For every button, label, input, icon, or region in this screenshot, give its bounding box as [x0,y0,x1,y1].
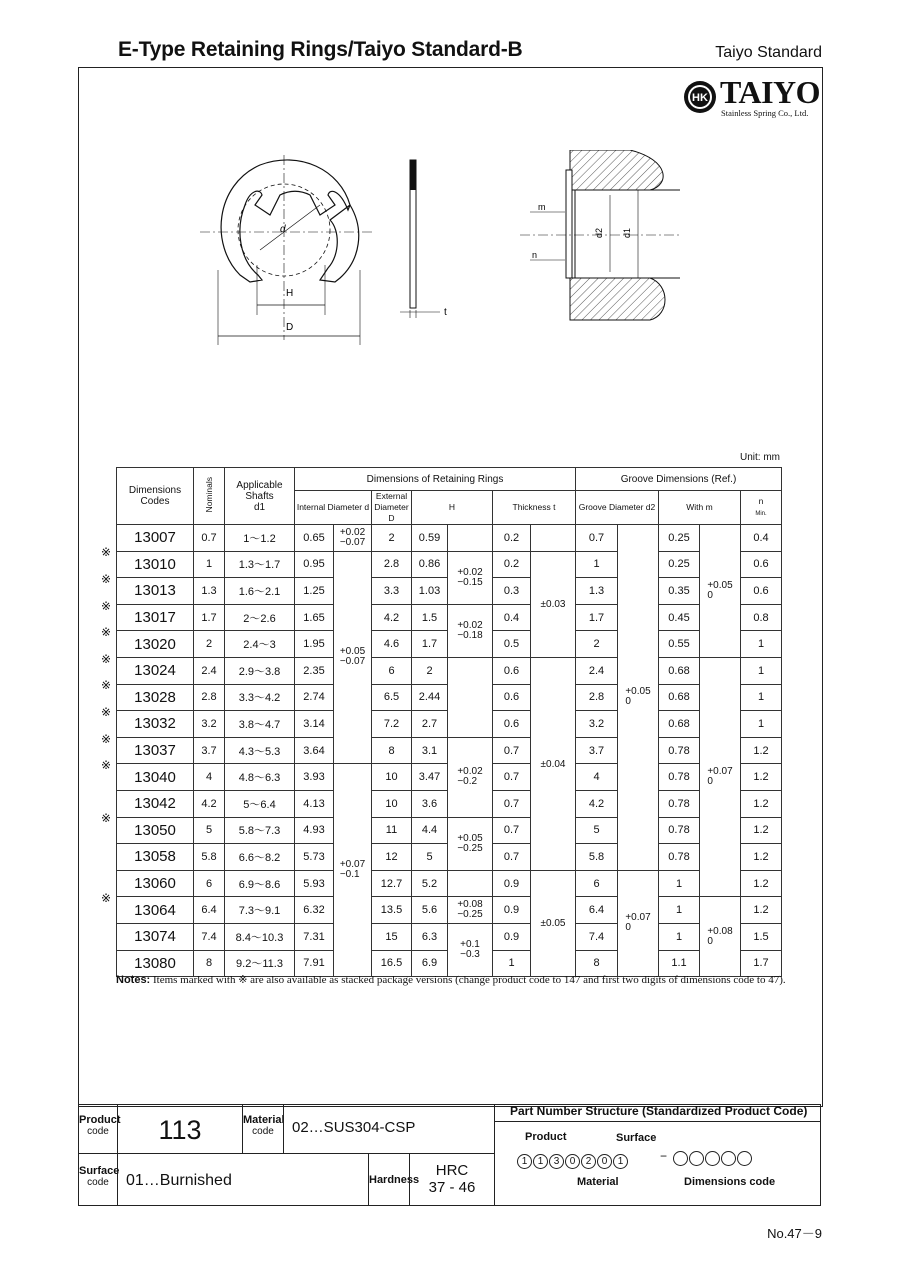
shaft-cell: 2～2.6 [225,604,295,631]
nominal-cell: 2 [194,631,225,658]
shaft-cell: 5.8～7.3 [225,817,295,844]
n-cell: 1 [741,657,782,684]
stacked-mark: ※ [101,598,112,613]
n-cell: 1.2 [741,790,782,817]
page-number: No.47－9 [767,1226,822,1241]
thickness-cell: 0.9 [493,923,531,950]
pn-product-label: Product [525,1131,567,1143]
width-m-cell: 0.78 [659,844,700,871]
width-m-cell: 0.68 [659,684,700,711]
internal-d-cell: 1.25 [295,578,334,605]
width-m-cell: 0.78 [659,737,700,764]
h-tol [448,870,493,897]
h-cell: 5 [412,844,448,871]
unit-label: Unit: mm [740,452,780,463]
nominal-cell: 6.4 [194,897,225,924]
thickness-cell: 0.9 [493,897,531,924]
surface-value: 01…Burnished [117,1153,369,1206]
internal-d-cell: 1.65 [295,604,334,631]
th-external: External Diameter D [372,491,412,525]
thickness-cell: 0.2 [493,525,531,552]
width-m-cell: 1 [659,870,700,897]
table-row [117,897,782,924]
code-cell: 13013 [117,578,194,605]
external-D-cell: 6 [372,657,412,684]
thickness-cell: 0.6 [493,711,531,738]
h-cell: 5.2 [412,870,448,897]
shaft-cell: 2.4～3 [225,631,295,658]
shaft-cell: 2.9～3.8 [225,657,295,684]
svg-text:H: H [286,288,294,299]
external-D-cell: 15 [372,923,412,950]
width-m-cell: 0.25 [659,525,700,552]
h-cell: 6.3 [412,923,448,950]
thickness-cell: 0.4 [493,604,531,631]
stacked-mark: ※ [101,545,112,560]
n-cell: 1.2 [741,870,782,897]
standard-label: Taiyo Standard [715,44,822,61]
nominal-cell: 5.8 [194,844,225,871]
internal-d-cell: 0.95 [295,551,334,578]
code-cell: 13050 [117,817,194,844]
nominal-cell: 7.4 [194,923,225,950]
internal-d-cell: 3.14 [295,711,334,738]
n-cell: 0.6 [741,551,782,578]
th-groove-d2: Groove Diameter d2 [576,491,659,525]
external-D-cell: 4.2 [372,604,412,631]
width-m-cell: 0.25 [659,551,700,578]
code-cell: 13040 [117,764,194,791]
h-cell: 3.6 [412,790,448,817]
pn-title: Part Number Structure (Standardized Product Code) [510,1104,808,1118]
n-cell: 1.2 [741,897,782,924]
internal-d-cell: 4.13 [295,790,334,817]
table-row [117,817,782,844]
h-cell: 5.6 [412,897,448,924]
width-m-cell: 1 [659,897,700,924]
code-cell: 13074 [117,923,194,950]
nominal-cell: 4 [194,764,225,791]
th-h: H [412,491,493,525]
code-cell: 13064 [117,897,194,924]
thickness-cell: 0.9 [493,870,531,897]
external-D-cell: 8 [372,737,412,764]
stacked-mark: ※ [101,811,112,826]
internal-d-tol: +0.05 −0.07 [334,551,372,764]
shaft-cell: 6.6～8.2 [225,844,295,871]
code-cell: 13032 [117,711,194,738]
nominal-cell: 1.7 [194,604,225,631]
width-m-cell: 1 [659,923,700,950]
width-m-cell: 0.68 [659,711,700,738]
stacked-mark: ※ [101,731,112,746]
external-D-cell: 2 [372,525,412,552]
width-m-tol: +0.07 0 [700,657,741,896]
dimensions-table [116,467,782,977]
width-m-cell: 1.1 [659,950,700,977]
th-groove: Groove Dimensions (Ref.) [576,468,782,491]
h-tol: +0.08 −0.25 [448,897,493,924]
logo-name: TAIYO [720,74,821,110]
th-n: n Min. [741,491,782,525]
shaft-cell: 7.3～9.1 [225,897,295,924]
pn-material-label: Material [577,1176,619,1188]
width-m-cell: 0.68 [659,657,700,684]
pn-divider [494,1121,821,1122]
h-cell: 0.86 [412,551,448,578]
external-D-cell: 13.5 [372,897,412,924]
taiyo-logo [683,74,821,122]
code-cell: 13058 [117,844,194,871]
width-m-cell: 0.45 [659,604,700,631]
stacked-mark: ※ [101,625,112,640]
table-row [117,551,782,578]
groove-d2-cell: 4.2 [576,790,618,817]
code-cell: 13060 [117,870,194,897]
internal-d-cell: 2.35 [295,657,334,684]
h-tol: +0.1 −0.3 [448,923,493,976]
svg-text:d1: d1 [622,227,632,238]
groove-d2-cell: 1.3 [576,578,618,605]
groove-d2-cell: 6 [576,870,618,897]
code-cell: 13007 [117,525,194,552]
pn-surface-label: Surface [616,1132,657,1144]
nominal-cell: 2.8 [194,684,225,711]
nominal-cell: 2.4 [194,657,225,684]
width-m-cell: 0.78 [659,817,700,844]
h-tol: +0.02 −0.15 [448,551,493,604]
thickness-cell: 0.7 [493,790,531,817]
th-thickness: Thickness t [493,491,576,525]
internal-d-cell: 0.65 [295,525,334,552]
thickness-cell: 0.7 [493,817,531,844]
groove-d2-cell: 5.8 [576,844,618,871]
th-width-m: With m [659,491,741,525]
code-cell: 13017 [117,604,194,631]
th-codes: Dimensions Codes [117,468,194,525]
groove-d2-cell: 0.7 [576,525,618,552]
h-cell: 1.7 [412,631,448,658]
h-tol [448,525,493,552]
th-nominals: Nominals [194,468,225,525]
thickness-cell: 0.5 [493,631,531,658]
external-D-cell: 12 [372,844,412,871]
svg-text:t: t [444,307,447,318]
shaft-cell: 6.9～8.6 [225,870,295,897]
shaft-cell: 3.3～4.2 [225,684,295,711]
h-cell: 3.47 [412,764,448,791]
internal-d-tol: +0.07 −0.1 [334,764,372,977]
table-row [117,604,782,631]
external-D-cell: 6.5 [372,684,412,711]
n-cell: 1.2 [741,844,782,871]
table-row [117,657,782,684]
groove-d2-cell: 1 [576,551,618,578]
external-D-cell: 7.2 [372,711,412,738]
internal-d-cell: 2.74 [295,684,334,711]
groove-d2-cell: 6.4 [576,897,618,924]
hk-logo-icon [683,80,717,114]
h-tol: +0.05 −0.25 [448,817,493,870]
h-cell: 3.1 [412,737,448,764]
table-row [117,737,782,764]
internal-d-cell: 1.95 [295,631,334,658]
n-cell: 1 [741,711,782,738]
stacked-mark: ※ [101,651,112,666]
thickness-tol: ±0.04 [531,657,576,870]
stacked-mark: ※ [101,704,112,719]
pn-dims-label: Dimensions code [684,1176,776,1188]
shaft-cell: 4.3～5.3 [225,737,295,764]
svg-text:D: D [286,322,294,333]
nominal-cell: 8 [194,950,225,977]
groove-d2-tol: +0.05 0 [618,525,659,871]
groove-d2-cell: 2.4 [576,657,618,684]
technical-drawing [200,150,680,350]
groove-d2-cell: 4 [576,764,618,791]
svg-text:HK: HK [692,92,708,104]
table-row [117,923,782,950]
code-cell: 13037 [117,737,194,764]
h-cell: 2.44 [412,684,448,711]
nominal-cell: 1 [194,551,225,578]
shaft-cell: 1.3～1.7 [225,551,295,578]
n-cell: 1.2 [741,764,782,791]
material-value: 02…SUS304-CSP [283,1104,495,1154]
h-tol: +0.02 −0.18 [448,604,493,657]
n-cell: 1.5 [741,923,782,950]
external-D-cell: 10 [372,790,412,817]
table-row [117,525,782,552]
code-cell: 13042 [117,790,194,817]
table-row [117,870,782,897]
nominal-cell: 3.7 [194,737,225,764]
width-m-cell: 0.35 [659,578,700,605]
thickness-cell: 0.3 [493,578,531,605]
code-cell: 13020 [117,631,194,658]
shaft-cell: 9.2～11.3 [225,950,295,977]
hardness-label: Hardness [368,1153,410,1206]
h-cell: 4.4 [412,817,448,844]
nominal-cell: 4.2 [194,790,225,817]
material-label-cell: Material code [242,1104,284,1154]
page-title: E-Type Retaining Rings/Taiyo Standard-B [118,38,523,61]
n-cell: 1 [741,631,782,658]
pn-digit: 1 [517,1154,532,1169]
th-rings: Dimensions of Retaining Rings [295,468,576,491]
hardness-value: HRC 37 - 46 [409,1153,495,1206]
code-cell: 13010 [117,551,194,578]
product-label-cell: Product code [78,1104,118,1154]
internal-d-cell: 3.64 [295,737,334,764]
stacked-mark: ※ [101,891,112,906]
logo-sub: Stainless Spring Co., Ltd. [721,108,809,118]
external-D-cell: 2.8 [372,551,412,578]
h-cell: 6.9 [412,950,448,977]
stacked-mark: ※ [101,758,112,773]
external-D-cell: 11 [372,817,412,844]
external-D-cell: 16.5 [372,950,412,977]
internal-d-cell: 5.73 [295,844,334,871]
nominal-cell: 6 [194,870,225,897]
svg-text:n: n [532,250,538,260]
code-cell: 13028 [117,684,194,711]
thickness-cell: 0.7 [493,737,531,764]
internal-d-cell: 7.31 [295,923,334,950]
thickness-cell: 0.2 [493,551,531,578]
shaft-cell: 3.8～4.7 [225,711,295,738]
svg-text:d: d [280,224,286,235]
thickness-cell: 0.6 [493,657,531,684]
groove-d2-cell: 3.2 [576,711,618,738]
h-cell: 2 [412,657,448,684]
pn-digits [517,1151,629,1169]
internal-d-tol: +0.02 −0.07 [334,525,372,552]
svg-text:m: m [538,202,546,212]
n-cell: 0.8 [741,604,782,631]
product-code-value: 113 [117,1104,243,1154]
width-m-tol: +0.05 0 [700,525,741,658]
groove-d2-cell: 7.4 [576,923,618,950]
surface-label-cell: Surface code [78,1153,118,1206]
stacked-mark: ※ [101,678,112,693]
shaft-cell: 4.8～6.3 [225,764,295,791]
groove-d2-cell: 2.8 [576,684,618,711]
n-cell: 1 [741,684,782,711]
h-cell: 1.5 [412,604,448,631]
th-shafts: Applicable Shafts d1 [225,468,295,525]
groove-d2-cell: 1.7 [576,604,618,631]
notes: Notes: Items marked with ※ are also available as stacked package versions (change product code to 147 and first two digits of dimensions code to 47). [116,974,786,986]
thickness-cell: 0.7 [493,764,531,791]
thickness-tol: ±0.03 [531,551,576,657]
width-m-tol: +0.08 0 [700,897,741,977]
groove-d2-cell: 5 [576,817,618,844]
pn-digit: 0 [597,1154,612,1169]
n-cell: 1.2 [741,737,782,764]
external-D-cell: 4.6 [372,631,412,658]
internal-d-cell: 3.93 [295,764,334,791]
h-cell: 2.7 [412,711,448,738]
internal-d-cell: 7.91 [295,950,334,977]
code-cell: 13024 [117,657,194,684]
code-cell: 13080 [117,950,194,977]
width-m-cell: 0.55 [659,631,700,658]
n-cell: 0.6 [741,578,782,605]
thickness-cell: 1 [493,950,531,977]
h-tol [448,657,493,737]
n-cell: 0.4 [741,525,782,552]
external-D-cell: 10 [372,764,412,791]
stacked-mark: ※ [101,571,112,586]
n-cell: 1.2 [741,817,782,844]
thickness-cell: 0.6 [493,684,531,711]
nominal-cell: 3.2 [194,711,225,738]
n-cell: 1.7 [741,950,782,977]
nominal-cell: 5 [194,817,225,844]
groove-d2-cell: 2 [576,631,618,658]
groove-d2-tol: +0.07 0 [618,870,659,976]
shaft-cell: 1.6～2.1 [225,578,295,605]
width-m-cell: 0.78 [659,790,700,817]
pn-dash: − [660,1149,668,1163]
h-cell: 0.59 [412,525,448,552]
pn-digit: 1 [533,1154,548,1169]
external-D-cell: 12.7 [372,870,412,897]
thickness-cell: 0.7 [493,844,531,871]
pn-digit: 1 [613,1154,628,1169]
th-internal: Internal Diameter d [295,491,372,525]
internal-d-cell: 5.93 [295,870,334,897]
external-D-cell: 3.3 [372,578,412,605]
pn-digit: 0 [565,1154,580,1169]
nominal-cell: 0.7 [194,525,225,552]
svg-text:d2: d2 [594,227,604,238]
thickness-tol: ±0.05 [531,870,576,976]
thickness-tol [531,525,576,552]
nominal-cell: 1.3 [194,578,225,605]
width-m-cell: 0.78 [659,764,700,791]
groove-d2-cell: 8 [576,950,618,977]
pn-digit: 3 [549,1154,564,1169]
internal-d-cell: 6.32 [295,897,334,924]
h-tol: +0.02 −0.2 [448,737,493,817]
shaft-cell: 5～6.4 [225,790,295,817]
shaft-cell: 8.4～10.3 [225,923,295,950]
h-cell: 1.03 [412,578,448,605]
pn-dims-slots [673,1151,753,1171]
shaft-cell: 1～1.2 [225,525,295,552]
internal-d-cell: 4.93 [295,817,334,844]
groove-d2-cell: 3.7 [576,737,618,764]
pn-digit: 2 [581,1154,596,1169]
